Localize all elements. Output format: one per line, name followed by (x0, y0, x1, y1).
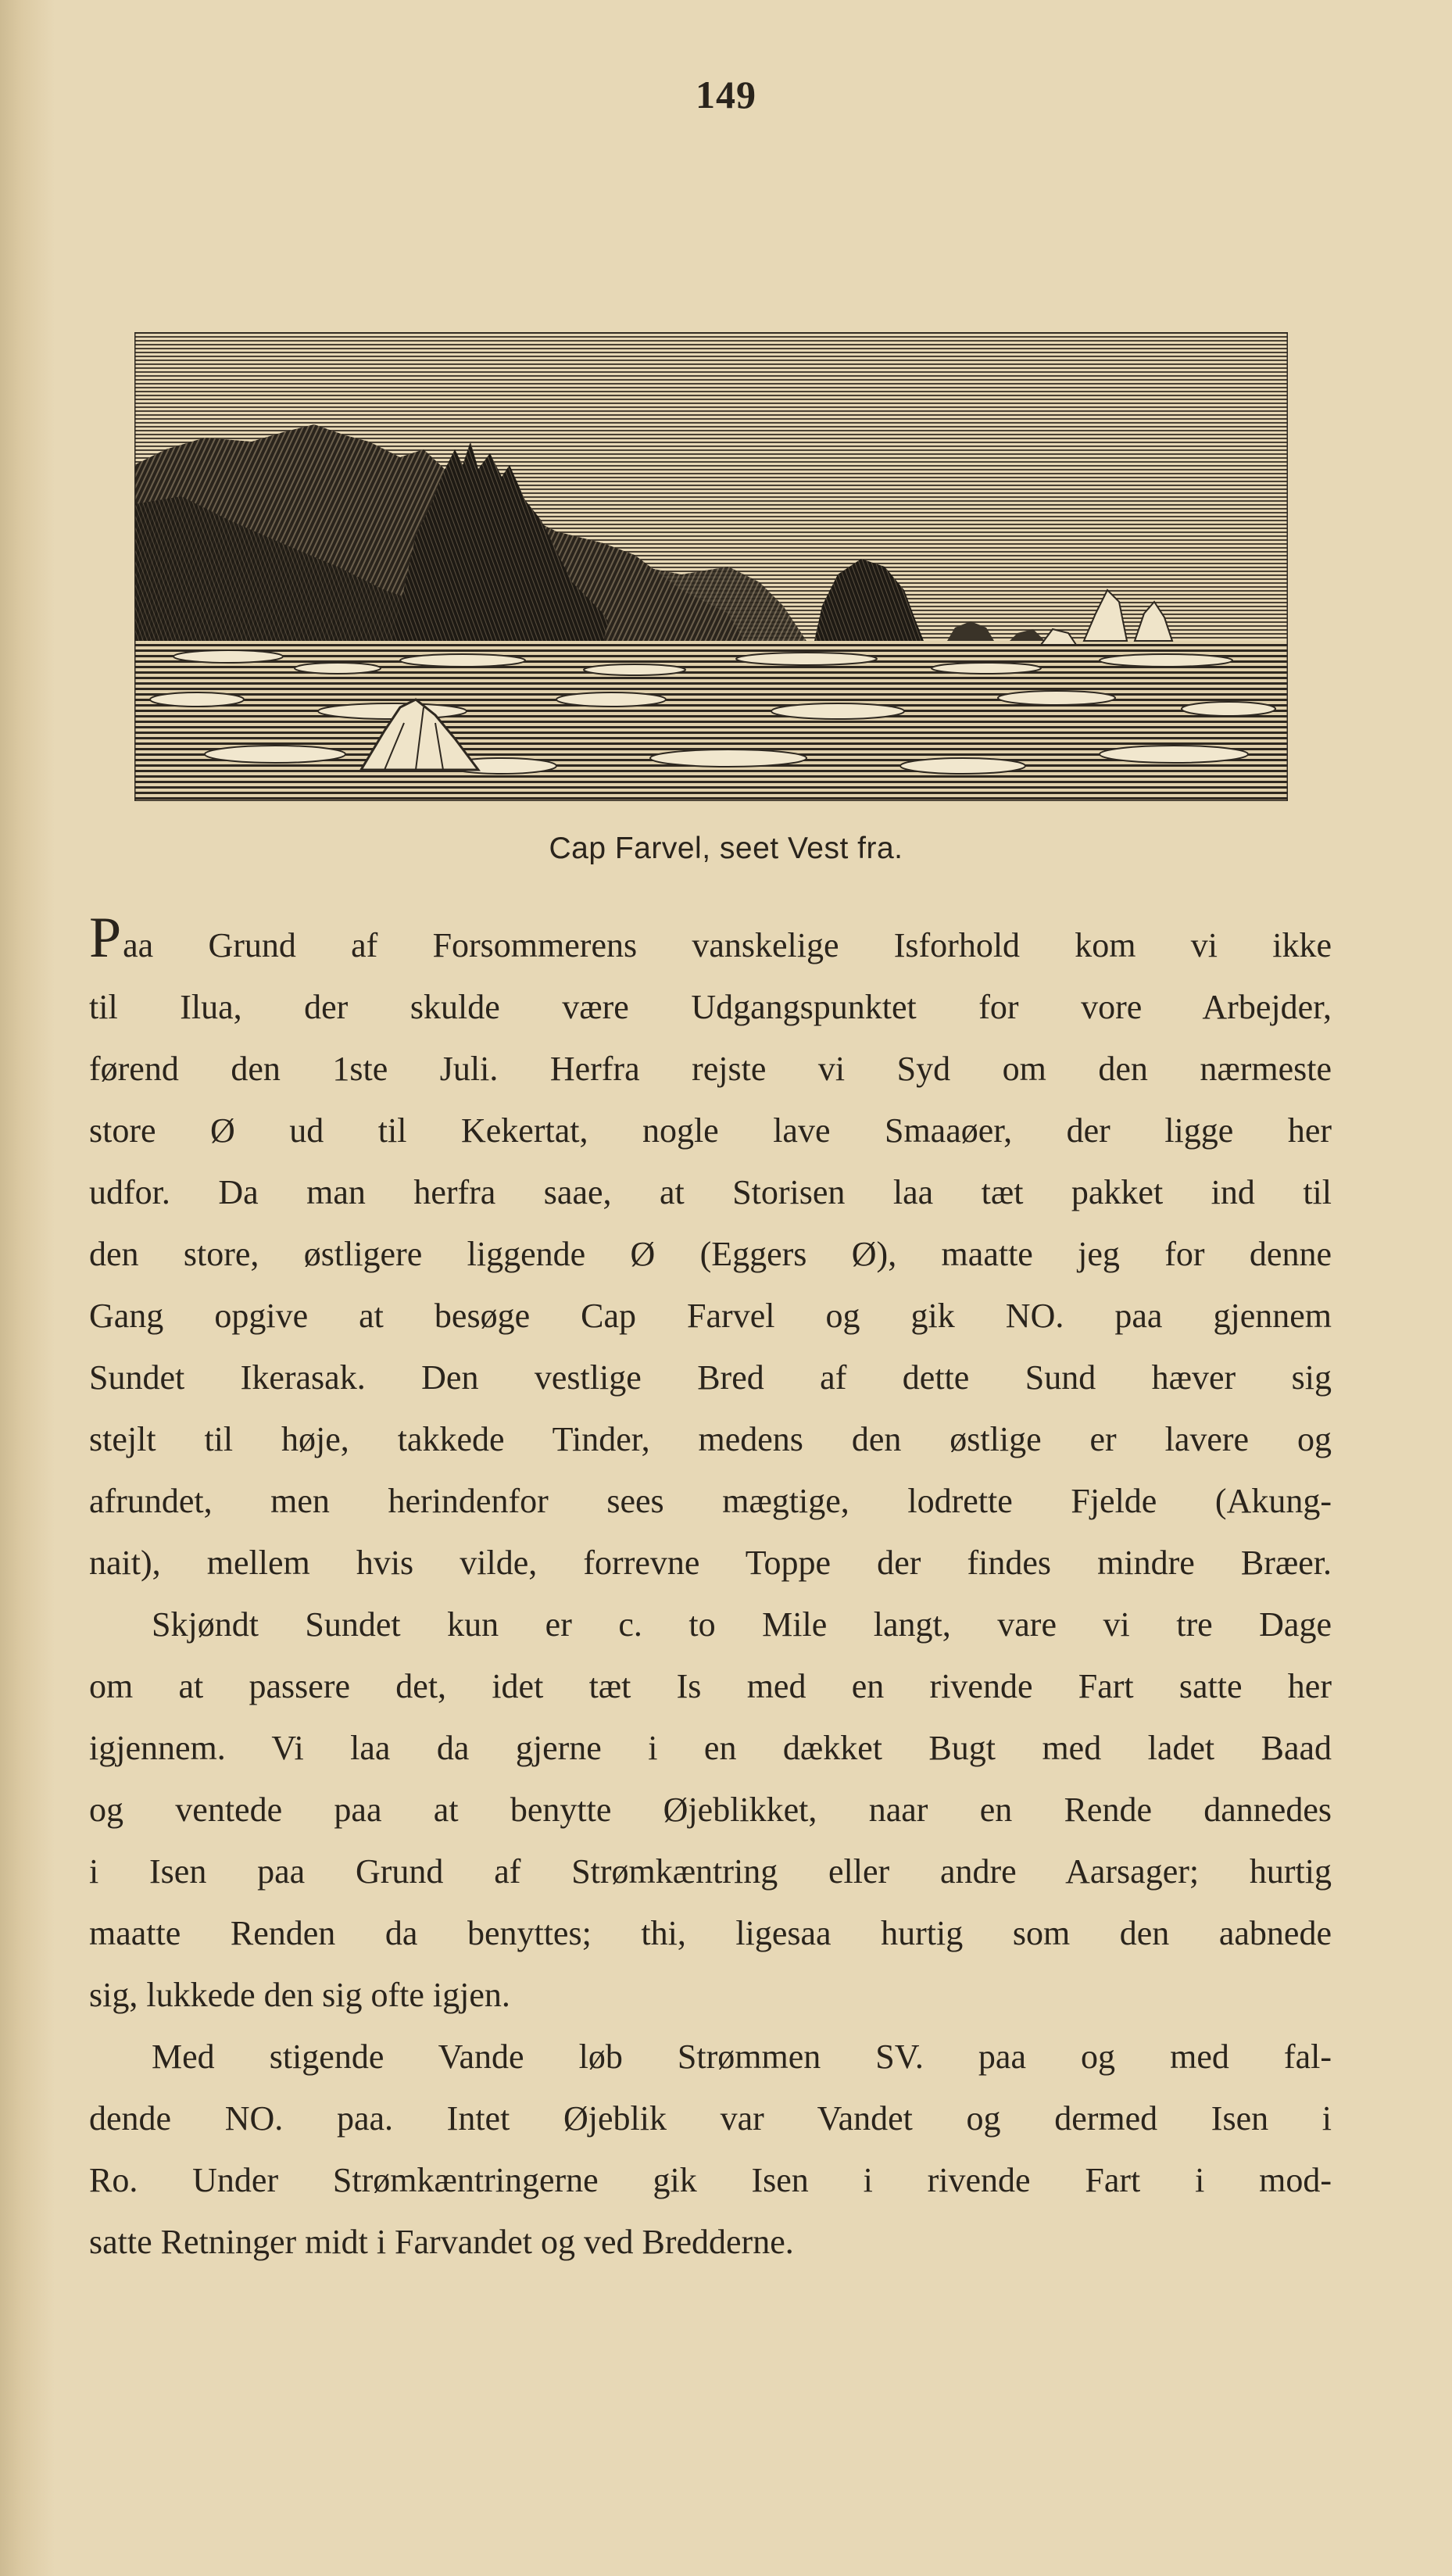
text-line: den store, østligere liggende Ø (Eggers Ø), maatte jeg for denne (89, 1235, 1332, 1273)
drop-cap: P (89, 906, 122, 970)
text-line: Med stigende Vande løb Strømmen SV. paa og med fal- (152, 2038, 1332, 2076)
text-line: i Isen paa Grund af Strømkæntring eller andre Aarsager; hurtig (89, 1852, 1332, 1891)
text-line: Sundet Ikerasak. Den vestlige Bred af dette Sund hæver sig (89, 1358, 1332, 1397)
text-line: førend den 1ste Juli. Herfra rejste vi Syd om den nærmeste (89, 1050, 1332, 1088)
text-line: og ventede paa at benytte Øjeblikket, naar en Rende dannedes (89, 1791, 1332, 1829)
text-line: Paa Grund af Forsommerens vanskelige Isforhold kom vi ikke (89, 906, 1332, 970)
text-line: Gang opgive at besøge Cap Farvel og gik NO. paa gjennem (89, 1297, 1332, 1335)
text-line: Ro. Under Strømkæntringerne gik Isen i rivende Fart i mod- (89, 2161, 1332, 2199)
text-line: stejlt til høje, takkede Tinder, medens den østlige er lavere og (89, 1420, 1332, 1458)
text-line: igjennem. Vi laa da gjerne i en dækket Bugt med ladet Baad (89, 1729, 1332, 1767)
engraving-illustration (134, 332, 1288, 801)
text-line: Skjøndt Sundet kun er c. to Mile langt, vare vi tre Dage (152, 1605, 1332, 1644)
page-edge-shadow (0, 0, 55, 2576)
text-line: udfor. Da man herfra saae, at Storisen laa tæt pakket ind til (89, 1173, 1332, 1211)
text-line: satte Retninger midt i Farvandet og ved Bredderne. (89, 2223, 794, 2261)
text-line: dende NO. paa. Intet Øjeblik var Vandet og dermed Isen i (89, 2099, 1332, 2138)
text-line: til Ilua, der skulde være Udgangspunktet for vore Arbejder, (89, 988, 1332, 1026)
text-line: sig, lukkede den sig ofte igjen. (89, 1976, 510, 2014)
illustration-caption: Cap Farvel, seet Vest fra. (549, 832, 903, 865)
text-line: store Ø ud til Kekertat, nogle lave Smaaøer, der ligge her (89, 1111, 1332, 1150)
text-line: afrundet, men herindenfor sees mægtige, lodrette Fjelde (Akung- (89, 1482, 1332, 1520)
text-line: om at passere det, idet tæt Is med en rivende Fart satte her (89, 1667, 1332, 1705)
text-line: maatte Renden da benyttes; thi, ligesaa hurtig som den aabnede (89, 1914, 1332, 1952)
page-number: 149 (696, 73, 756, 116)
text-line: nait), mellem hvis vilde, forrevne Toppe der findes mindre Bræer. (89, 1544, 1332, 1582)
body-text (89, 906, 1332, 2273)
